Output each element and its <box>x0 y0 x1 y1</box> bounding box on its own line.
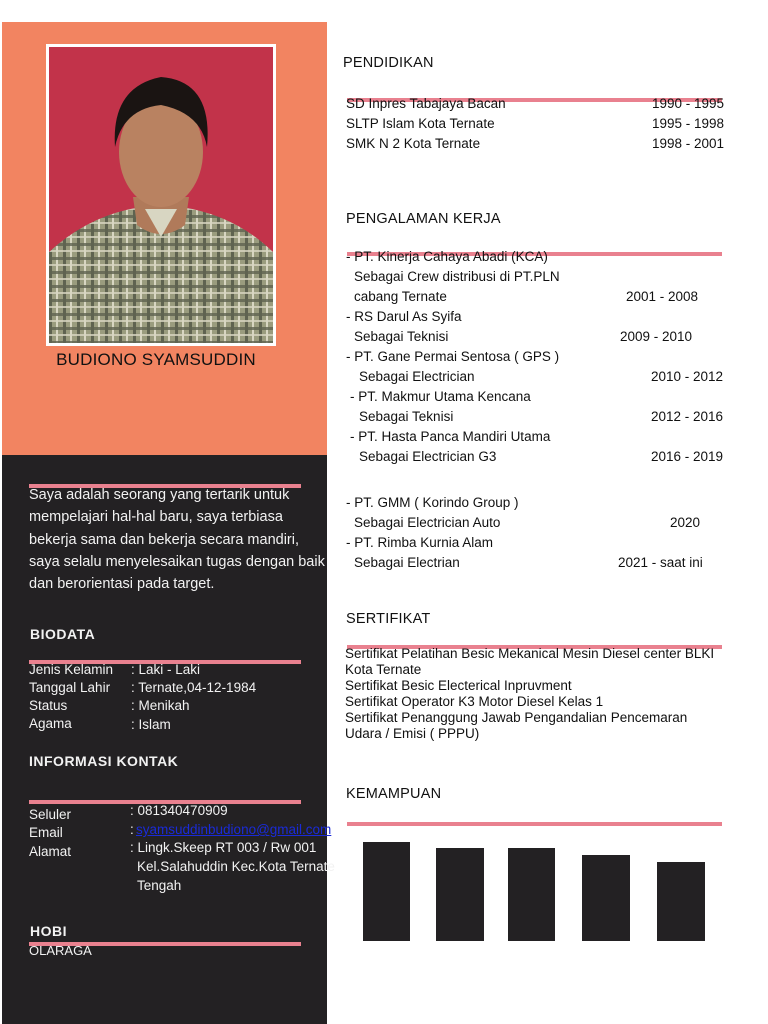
email-link[interactable]: syamsuddinbudiono@gmail.com <box>136 822 332 837</box>
experience-company-5: - PT. Hasta Panca Mandiri Utama <box>350 429 551 444</box>
experience-company-2: - RS Darul As Syifa <box>346 309 462 324</box>
certificate-2: Sertifikat Besic Electerical Inpruvment <box>345 678 572 693</box>
experience-years-5: 2016 - 2019 <box>651 449 724 464</box>
email-label: Email <box>29 825 63 840</box>
biodata-label-religion: Agama <box>29 716 72 731</box>
education-years-1: 1990 - 1995 <box>652 96 725 111</box>
experience-role-4: Sebagai Teknisi <box>359 409 454 424</box>
address-label: Alamat <box>29 844 72 859</box>
experience-years-1: 2001 - 2008 <box>626 289 699 304</box>
experience-role-5: Sebagai Electrician G3 <box>359 449 497 464</box>
full-name: BUDIONO SYAMSUDDIN <box>56 350 256 369</box>
hobby-value: OLARAGA <box>29 943 92 958</box>
certificates-heading: SERTIFIKAT <box>346 611 431 627</box>
education-school-1: SD Inpres Tabajaya Bacan <box>346 96 506 111</box>
skill-bar <box>363 842 410 941</box>
education-years-3: 1998 - 2001 <box>652 136 725 151</box>
experience-heading: PENGALAMAN KERJA <box>346 211 501 227</box>
education-school-3: SMK N 2 Kota Ternate <box>346 136 481 151</box>
experience-company-1: - PT. Kinerja Cahaya Abadi (KCA) <box>346 249 548 264</box>
experience-role-2: Sebagai Teknisi <box>354 329 449 344</box>
skills-heading: KEMAMPUAN <box>346 786 442 802</box>
contact-heading: INFORMASI KONTAK <box>29 753 179 769</box>
experience-role-7: Sebagai Electrian <box>354 555 460 570</box>
address-line-3: Tengah <box>137 878 182 893</box>
certificate-1: Sertifikat Pelatihan Besic Mekanical Mesin Diesel center BLKI Kota Ternate <box>345 646 715 677</box>
education-years-2: 1995 - 1998 <box>652 116 725 131</box>
experience-role-3: Sebagai Electrician <box>359 369 475 384</box>
hobby-heading: HOBI <box>30 923 67 939</box>
skill-bar <box>582 855 630 941</box>
biodata-heading: BIODATA <box>30 626 96 642</box>
phone-label: Seluler <box>29 807 72 822</box>
experience-company-4: - PT. Makmur Utama Kencana <box>350 389 531 404</box>
experience-role-1a: Sebagai Crew distribusi di PT.PLN <box>354 269 560 284</box>
certificate-4: Sertifikat Penanggung Jawab Pengandalian Pencemaran Udara / Emisi ( PPPU) <box>345 710 688 741</box>
certificate-3: Sertifikat Operator K3 Motor Diesel Kelas 1 <box>345 694 604 709</box>
biodata-label-status: Status <box>29 698 68 713</box>
address-line-2: Kel.Salahuddin Kec.Kota Ternate <box>137 859 335 874</box>
experience-role-1b: cabang Ternate <box>354 289 447 304</box>
education-school-2: SLTP Islam Kota Ternate <box>346 116 495 131</box>
profile-photo <box>49 47 273 343</box>
experience-company-6: - PT. GMM ( Korindo Group ) <box>346 495 519 510</box>
biodata-label-gender: Jenis Kelamin <box>29 662 114 677</box>
biodata-value-religion: : Islam <box>131 717 171 732</box>
address-line-1: : Lingk.Skeep RT 003 / Rw 001 <box>130 840 317 855</box>
skill-bar <box>657 862 705 941</box>
education-heading: PENDIDIKAN <box>343 55 434 71</box>
experience-years-6: 2020 <box>670 515 701 530</box>
experience-company-7: - PT. Rimba Kurnia Alam <box>346 535 494 550</box>
email-colon: : <box>130 822 134 837</box>
biodata-value-gender: : Laki - Laki <box>131 662 201 677</box>
experience-years-3: 2010 - 2012 <box>651 369 724 384</box>
skills-underline <box>347 822 722 826</box>
skill-bar <box>436 848 484 941</box>
biodata-value-birth: : Ternate,04-12-1984 <box>131 680 257 695</box>
experience-company-3: - PT. Gane Permai Sentosa ( GPS ) <box>346 349 560 364</box>
experience-years-7: 2021 - saat ini <box>618 555 703 570</box>
biodata-value-status: : Menikah <box>131 698 190 713</box>
experience-role-6: Sebagai Electrician Auto <box>354 515 501 530</box>
experience-years-2: 2009 - 2010 <box>620 329 693 344</box>
biodata-label-birth: Tanggal Lahir <box>29 680 111 695</box>
experience-years-4: 2012 - 2016 <box>651 409 724 424</box>
about-text: Saya adalah seorang yang tertarik untuk mempelajari hal-hal baru, saya terbiasa bekerja sama dan bekerja secara mandiri, saya selalu menyelesaikan tugas dengan baik dan berorientasi pada target. <box>29 487 325 593</box>
phone-value: : 081340470909 <box>130 803 228 818</box>
skill-bar <box>508 848 555 941</box>
